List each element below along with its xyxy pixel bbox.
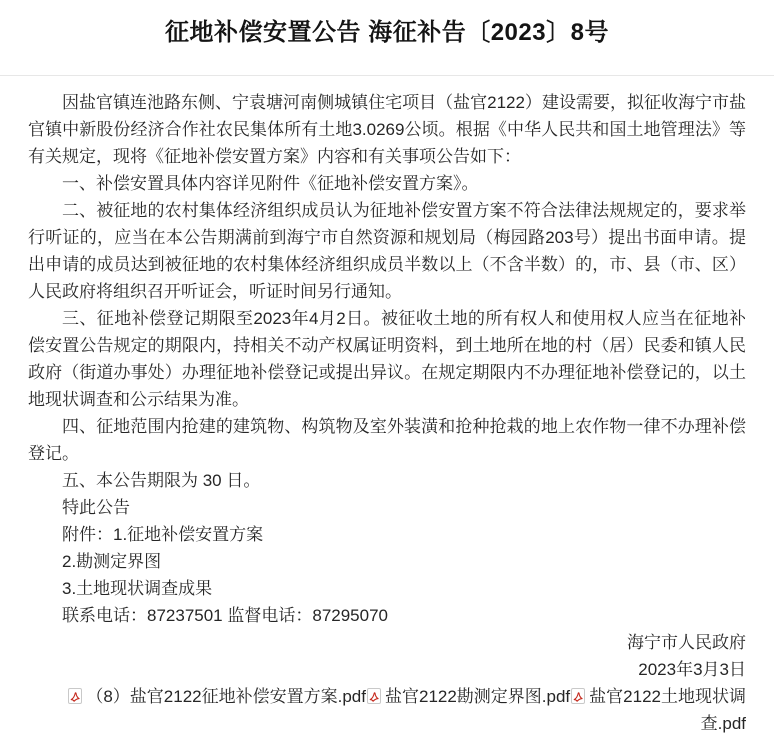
attachment-list-line-1: 附件：1.征地补偿安置方案 xyxy=(62,525,264,544)
attachment-link-plan-pdf[interactable] xyxy=(67,687,366,706)
paragraph-item-4: 四、征地范围内抢建的建筑物、构筑物及室外装潢和抢种抢栽的地上农作物一律不办理补偿登记。 xyxy=(28,417,746,463)
pdf-icon xyxy=(570,688,586,704)
attachment-link-label: 盐官2122勘测定界图.pdf xyxy=(384,687,571,706)
paragraph-item-5: 五、本公告期限为 30 日。 xyxy=(62,471,261,490)
paragraph-item-2: 二、被征地的农村集体经济组织成员认为征地补偿安置方案不符合法律法规规定的，要求举行听证的，应当在本公告期满前到海宁市自然资源和规划局（梅园路203号）提出书面申请。提出申请的成员达到被征地的农村集体经济组织成员半数以上（不含半数）的，市、县（市、区）人民政府将组织召开听证会，听证时间另行通知。 xyxy=(28,201,746,301)
pdf-icon xyxy=(67,688,83,704)
attachment-link-survey-map-pdf[interactable] xyxy=(366,687,570,706)
paragraph-closing: 特此公告 xyxy=(62,498,130,517)
contact-phones-line: 联系电话：87237501 监督电话：87295070 xyxy=(62,606,388,625)
page-title: 征地补偿安置公告 海征补告〔2023〕8号 xyxy=(165,19,609,46)
attachment-links-row xyxy=(28,683,746,737)
attachment-list-line-3: 3.土地现状调查成果 xyxy=(62,579,213,598)
attachment-link-label: （8）盐官2122征地补偿安置方案.pdf xyxy=(86,687,366,706)
signature-org: 海宁市人民政府 xyxy=(627,633,746,652)
pdf-icon xyxy=(366,688,382,704)
signature-date: 2023年3月3日 xyxy=(638,660,746,679)
attachment-link-land-status-pdf[interactable] xyxy=(570,687,746,733)
attachment-list-line-2: 2.勘测定界图 xyxy=(62,552,162,571)
paragraph-item-1: 一、补偿安置具体内容详见附件《征地补偿安置方案》。 xyxy=(62,174,479,193)
announcement-body xyxy=(0,76,774,737)
paragraph-intro: 因盐官镇连池路东侧、宁袁塘河南侧城镇住宅项目（盐官2122）建设需要，拟征收海宁市盐官镇中新股份经济合作社农民集体所有土地3.0269公顷。根据《中华人民共和国土地管理法》等有关规定，现将《征地补偿安置方案》内容和有关事项公告如下： xyxy=(28,93,746,166)
attachment-link-label: 盐官2122土地现状调查.pdf xyxy=(589,687,746,733)
paragraph-item-3: 三、征地补偿登记期限至2023年4月2日。被征收土地的所有权人和使用权人应当在征地补偿安置公告规定的期限内，持相关不动产权属证明资料，到土地所在地的村（居）民委和镇人民政府（街道办事处）办理征地补偿登记或提出异议。在规定期限内不办理征地补偿登记的，以土地现状调查和公示结果为准。 xyxy=(28,309,746,409)
